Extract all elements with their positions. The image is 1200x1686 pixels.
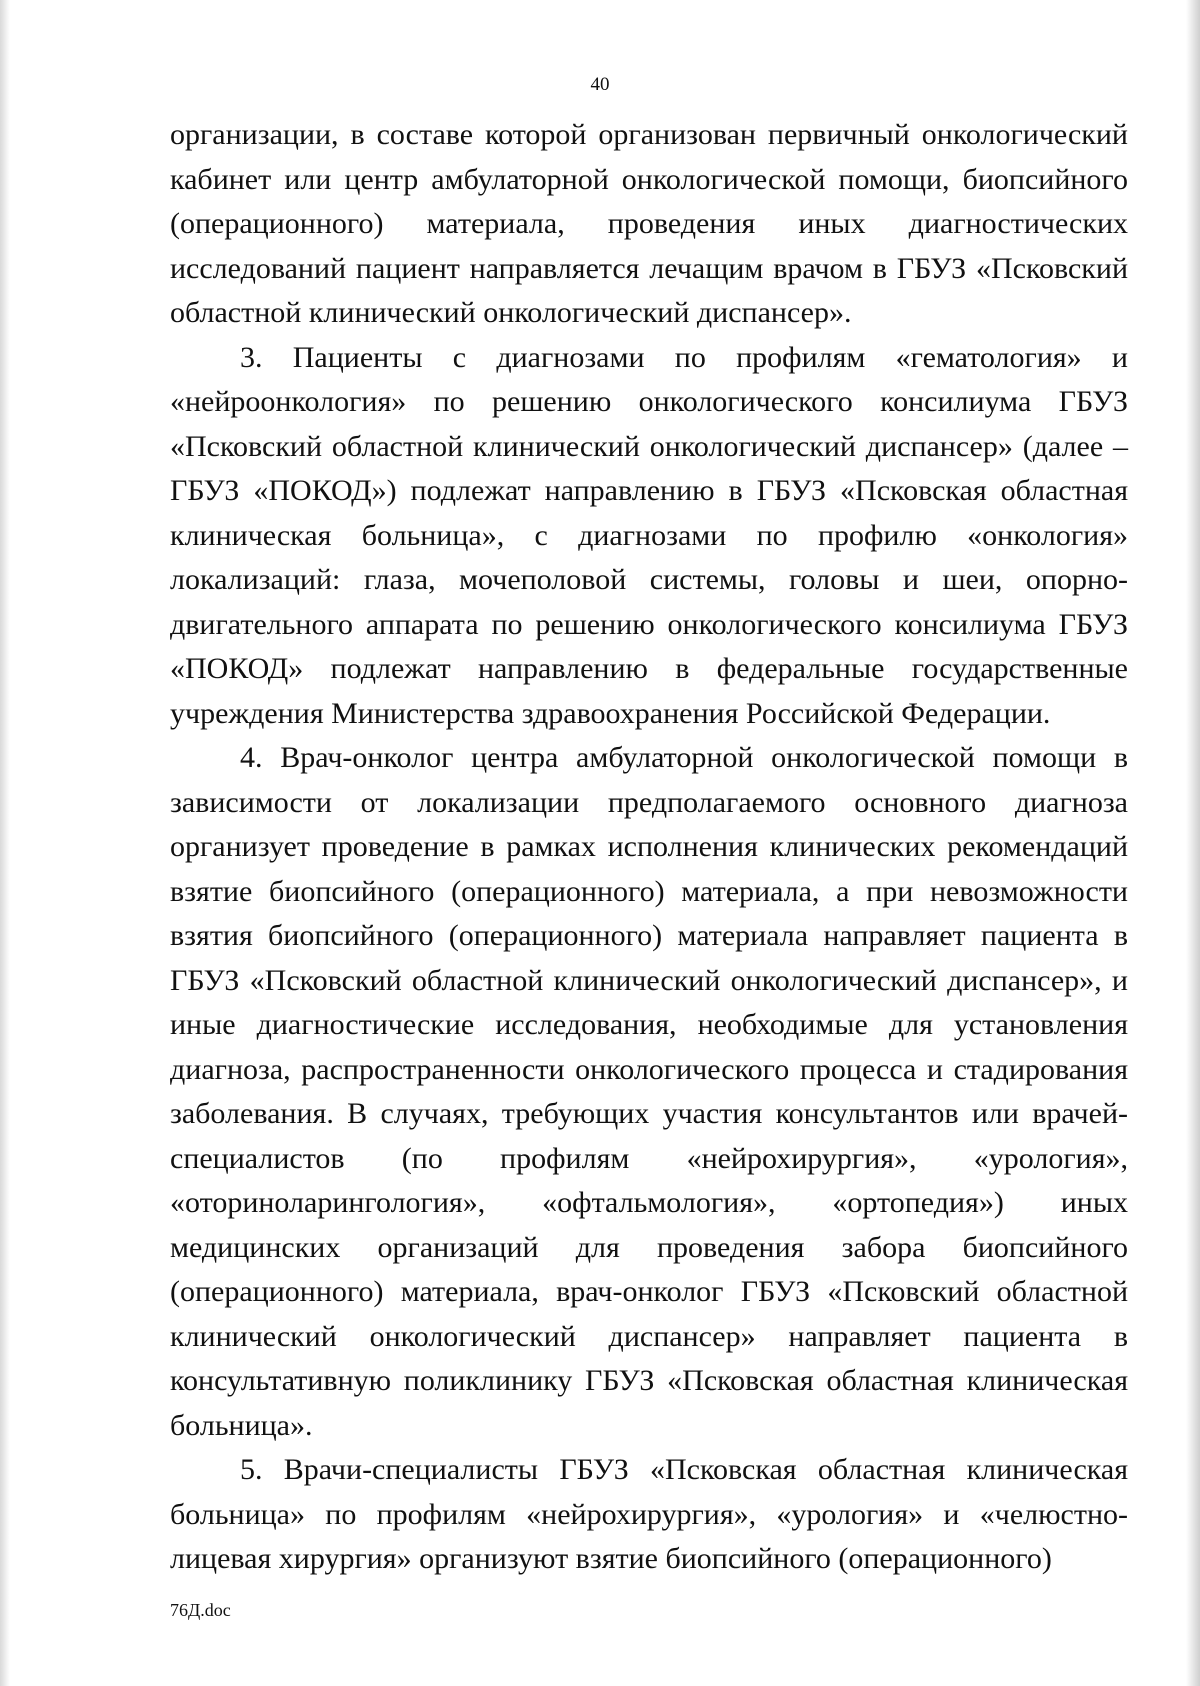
paragraph-continuation: организации, в составе которой организован первичный онкологический кабинет или центр амбулаторной онкологической помощи, биопсийного (операционного) материала, проведения иных диагностических исследований пациент направляется лечащим врачом в ГБУЗ «Псковский областной клинический онкологический диспансер». [170, 118, 1128, 329]
footer-filename: 76Д.doc [170, 1600, 231, 1620]
paragraph-item-4: 4. Врач-онколог центра амбулаторной онкологической помощи в зависимости от локализации предполагаемого основного диагноза организует проведение в рамках исполнения клинических рекомендаций взятие биопсийного (операционного) материала, а при невозможности взятия биопсийного (операционного) материала направляет пациента в ГБУЗ «Псковский областной клинический онкологический диспансер», и иные диагностические исследования, необходимые для установления диагноза, распространенности онкологического процесса и стадирования заболевания. В случаях, требующих участия консультантов или врачей-специалистов (по профилям «нейрохирургия», «урология», «оториноларингология», «офтальмология», «ортопедия») иных медицинских организаций для проведения забора биопсийного (операционного) материала, врач-онколог ГБУЗ «Псковский областной клинический онкологический диспансер» направляет пациента в консультативную поликлинику ГБУЗ «Псковская областная клиническая больница». [170, 741, 1128, 1442]
paragraph-item-3: 3. Пациенты с диагнозами по профилям «гематология» и «нейроонкология» по решению онкологического консилиума ГБУЗ «Псковский областной клинический онкологический диспансер» (далее – ГБУЗ «ПОКОД») подлежат направлению в ГБУЗ «Псковская областная клиническая больница», с диагнозами по профилю «онкология» локализаций: глаза, мочеполовой системы, головы и шеи, опорно-двигательного аппарата по решению онкологического консилиума ГБУЗ «ПОКОД» подлежат направлению в федеральные государственные учреждения Министерства здравоохранения Российской Федерации. [170, 340, 1128, 730]
scan-edge-right [1186, 0, 1200, 1686]
document-body [170, 113, 1128, 1582]
paragraph-item-5: 5. Врачи-специалисты ГБУЗ «Псковская областная клиническая больница» по профилям «нейрохирургия», «урология» и «челюстно-лицевая хирургия» организуют взятие биопсийного (операционного) [170, 1453, 1128, 1575]
scan-edge-left [0, 0, 10, 1686]
page-number: 40 [590, 74, 610, 95]
